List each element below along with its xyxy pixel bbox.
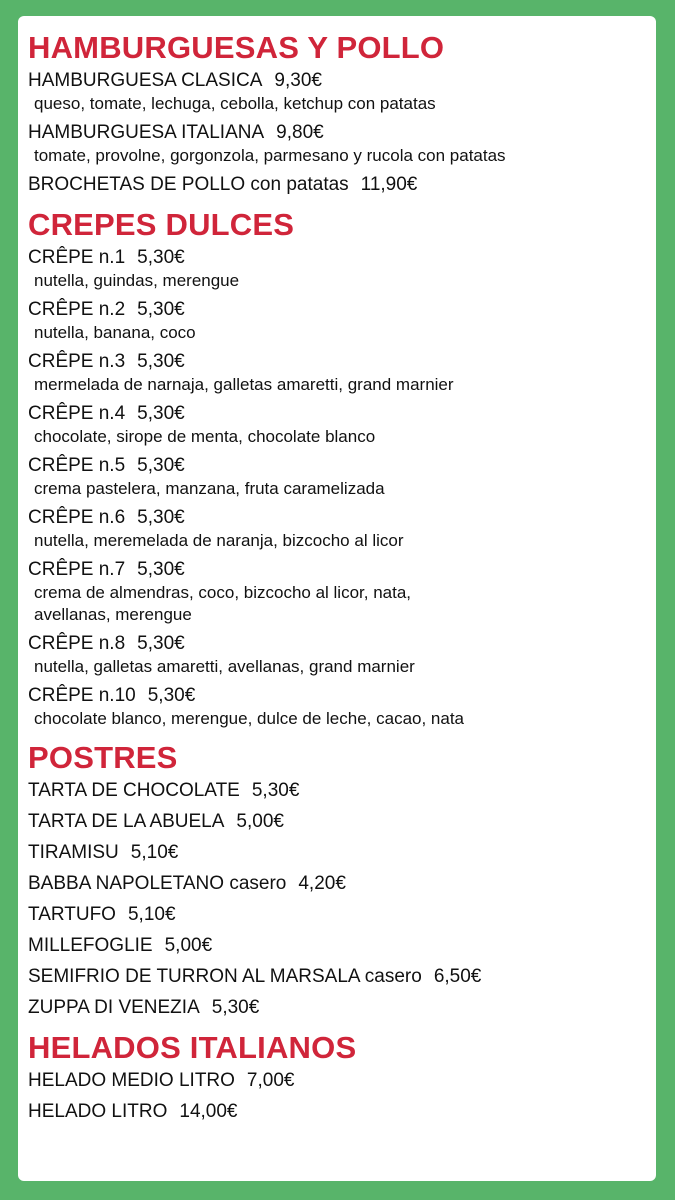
- item-price: 5,00€: [236, 811, 284, 832]
- item-price: 9,30€: [274, 70, 322, 91]
- item-price: 5,30€: [137, 455, 185, 476]
- menu-item: [28, 933, 653, 958]
- item-description: queso, tomate, lechuga, cebolla, ketchup con patatas: [34, 94, 436, 113]
- menu-item: [28, 349, 653, 396]
- section-title: POSTRES: [28, 740, 178, 775]
- item-name: CRÊPE n.8: [28, 633, 126, 654]
- item-name: CRÊPE n.3: [28, 351, 126, 372]
- item-price: 5,30€: [211, 997, 260, 1018]
- item-description: tomate, provolne, gorgonzola, parmesano y rucola con patatas: [34, 146, 506, 165]
- item-description-continued: avellanas, merengue: [34, 605, 192, 624]
- section-postres: [28, 740, 653, 1020]
- menu-item: [28, 871, 653, 896]
- item-price: 5,30€: [251, 780, 300, 801]
- menu-item: [28, 902, 653, 927]
- menu-item: [28, 505, 653, 552]
- item-name: BABBA NAPOLETANO casero: [28, 873, 287, 894]
- section-title: HAMBURGUESAS Y POLLO: [28, 30, 445, 65]
- item-name: TIRAMISU: [28, 842, 119, 863]
- menu-item: [28, 120, 653, 167]
- item-name: HAMBURGUESA CLASICA: [28, 70, 263, 91]
- menu-item: [28, 297, 653, 344]
- item-name: CRÊPE n.4: [28, 403, 126, 424]
- menu-item: [28, 809, 653, 834]
- item-description: chocolate, sirope de menta, chocolate blanco: [34, 427, 376, 446]
- item-price: 5,30€: [137, 559, 185, 580]
- menu-item: [28, 172, 653, 197]
- item-name: HAMBURGUESA ITALIANA: [28, 122, 265, 143]
- item-description: nutella, guindas, merengue: [34, 271, 240, 290]
- section-title: HELADOS ITALIANOS: [28, 1030, 357, 1065]
- menu-item: [28, 68, 653, 115]
- item-name: MILLEFOGLIE: [28, 935, 153, 956]
- item-price: 5,30€: [137, 507, 185, 528]
- item-description: nutella, galletas amaretti, avellanas, grand marnier: [34, 657, 415, 676]
- item-price: 5,30€: [137, 299, 185, 320]
- item-name: CRÊPE n.1: [28, 247, 126, 268]
- item-price: 5,30€: [137, 403, 185, 424]
- item-price: 7,00€: [246, 1070, 295, 1091]
- item-price: 14,00€: [179, 1101, 238, 1122]
- item-description: crema de almendras, coco, bizcocho al licor, nata,: [34, 583, 412, 602]
- menu-content: [28, 30, 653, 1134]
- item-price: 5,30€: [137, 633, 185, 654]
- item-description: nutella, banana, coco: [34, 323, 196, 342]
- item-name: TARTUFO: [28, 904, 116, 925]
- item-name: BROCHETAS DE POLLO con patatas: [28, 174, 349, 195]
- menu-item: [28, 778, 653, 803]
- item-price: 5,10€: [130, 842, 179, 863]
- item-description: mermelada de narnaja, galletas amaretti, grand marnier: [34, 375, 454, 394]
- item-price: 5,30€: [137, 351, 185, 372]
- menu-card: [18, 16, 656, 1181]
- item-name: HELADO LITRO: [28, 1101, 168, 1122]
- section-hamburguesas: [28, 30, 653, 197]
- section-title: CREPES DULCES: [28, 207, 295, 242]
- item-name: TARTA DE CHOCOLATE: [28, 780, 240, 801]
- menu-item: [28, 995, 653, 1020]
- item-name: CRÊPE n.2: [28, 299, 126, 320]
- item-price: 6,50€: [433, 966, 482, 987]
- item-name: ZUPPA DI VENEZIA: [28, 997, 200, 1018]
- menu-item: [28, 683, 653, 730]
- menu-item: [28, 840, 653, 865]
- section-helados: [28, 1030, 653, 1124]
- item-name: CRÊPE n.10: [28, 685, 136, 706]
- menu-item: [28, 1099, 653, 1124]
- item-price: 11,90€: [360, 174, 418, 195]
- item-name: SEMIFRIO DE TURRON AL MARSALA casero: [28, 966, 422, 987]
- item-price: 5,30€: [147, 685, 196, 706]
- menu-item: [28, 401, 653, 448]
- menu-item: [28, 453, 653, 500]
- item-price: 4,20€: [298, 873, 346, 894]
- item-price: 5,30€: [137, 247, 185, 268]
- menu-item: [28, 245, 653, 292]
- item-name: CRÊPE n.5: [28, 455, 126, 476]
- item-price: 9,80€: [276, 122, 324, 143]
- menu-item: [28, 1068, 653, 1093]
- item-price: 5,10€: [127, 904, 176, 925]
- item-description: crema pastelera, manzana, fruta caramelizada: [34, 479, 385, 498]
- menu-item: [28, 631, 653, 678]
- item-price: 5,00€: [164, 935, 213, 956]
- menu-item: [28, 964, 653, 989]
- item-name: CRÊPE n.6: [28, 507, 126, 528]
- menu-item: [28, 557, 653, 626]
- item-name: CRÊPE n.7: [28, 559, 126, 580]
- item-description: chocolate blanco, merengue, dulce de leche, cacao, nata: [34, 709, 465, 728]
- section-crepes: [28, 207, 653, 730]
- item-description: nutella, meremelada de naranja, bizcocho al licor: [34, 531, 404, 550]
- item-name: HELADO MEDIO LITRO: [28, 1070, 235, 1091]
- item-name: TARTA DE LA ABUELA: [28, 811, 225, 832]
